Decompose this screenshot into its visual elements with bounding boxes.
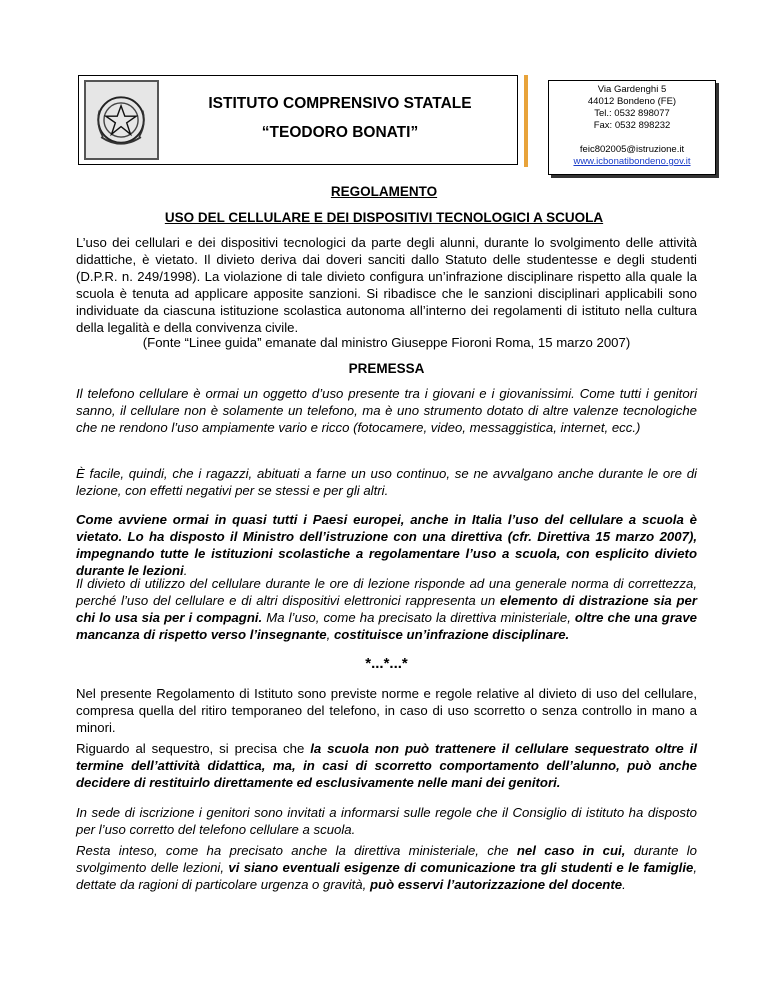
premessa-heading: PREMESSA xyxy=(348,361,425,376)
accent-divider xyxy=(524,75,528,167)
document-title: REGOLAMENTO xyxy=(330,184,438,199)
auth-text-f: può esservi l’autorizzazione del docente xyxy=(369,877,623,892)
contact-tel: Tel.: 0532 898077 xyxy=(594,108,670,119)
paragraph-seizure xyxy=(76,740,697,791)
auth-text-d: vi siano eventuali esigenze di comunicazione tra gli studenti e le famiglie xyxy=(228,860,694,875)
republic-emblem-icon xyxy=(84,80,159,160)
european-ban-bold: Come avviene ormai in quasi tutti i Paesi europei, anche in Italia l’uso del cellulare a scuola è vietato. Lo ha disposto il Ministro dell’istruzione con una direttiva (cfr. Direttiva 15 marzo 2007), impegnando tutte le istituzioni scolastiche a regolamentare l’uso a scuola, con esplicito divieto durante le lezioni xyxy=(76,512,697,578)
paragraph-european-ban xyxy=(76,511,697,579)
distraction-text-e: , xyxy=(326,627,334,642)
european-ban-end: . xyxy=(183,563,188,578)
contact-city: 44012 Bondeno (FE) xyxy=(587,96,677,107)
auth-text-c: durante lo svolgimento delle lezioni, xyxy=(76,843,697,875)
auth-text-a: Resta inteso, come ha precisato anche la direttiva ministeriale, che xyxy=(76,843,517,858)
auth-text-g: . xyxy=(622,877,626,892)
institute-subtitle: “TEODORO BONATI” xyxy=(261,124,419,141)
distraction-text-a: Il divieto di utilizzo del cellulare durante le ore di lezione risponde ad una generale norma di correttezza, perché l’uso del cellulare e di altri dispositivi elettronici rappresenta un xyxy=(76,576,697,608)
paragraph-enrollment: In sede di iscrizione i genitori sono invitati a informarsi sulle regole che il Consiglio di istituto ha disposto per l’uso corretto del telefono cellulare a scuola. xyxy=(76,805,697,837)
seizure-text-a: Riguardo al sequestro, si precisa che xyxy=(76,741,311,756)
institute-name: ISTITUTO COMPRENSIVO STATALE xyxy=(208,95,472,112)
paragraph-regulation: Nel presente Regolamento di Istituto sono previste norme e regole relative al divieto di uso del cellulare, compresa quella del ritiro temporaneo del telefono, in caso di uso scorretto o senza controllo in mano a minori. xyxy=(76,686,697,735)
source-note: (Fonte “Linee guida” emanate dal ministro Giuseppe Fioroni Roma, 15 marzo 2007) xyxy=(142,335,631,350)
distraction-text-b: elemento di distrazione sia per chi lo usa sia per i compagni. xyxy=(76,593,697,625)
auth-text-b: nel caso in cui, xyxy=(516,843,626,858)
document-subtitle: USO DEL CELLULARE E DEI DISPOSITIVI TECNOLOGICI A SCUOLA xyxy=(164,210,604,225)
website-link[interactable]: www.icbonatibondeno.gov.it xyxy=(573,156,691,167)
paragraph-authorization xyxy=(76,842,697,893)
distraction-text-f: costituisce un’infrazione disciplinare. xyxy=(333,627,570,642)
paragraph-lesson-use: È facile, quindi, che i ragazzi, abituati a farne un uso continuo, se ne avvalgano anche durante le ore di lezione, con effetti negativi per se stessi e per gli altri. xyxy=(76,466,697,498)
seizure-text-b: la scuola non può trattenere il cellulare sequestrato oltre il termine dell’attività didattica, ma, in casi di scorretto comportamento dell’alunno, può anche decidere di restituirlo direttamente ed esclusivamente nelle mani dei genitori. xyxy=(76,741,697,790)
contact-box xyxy=(548,80,716,175)
intro-paragraph: L’uso dei cellulari e dei dispositivi tecnologici da parte degli alunni, durante lo svolgimento delle attività didattiche, è vietato. Il divieto deriva dai doveri sanciti dallo Statuto delle studentesse e degli studenti (D.P.R. n. 249/1998). La violazione di tale divieto configura un’infrazione disciplinare rispetto alla quale la scuola è tenuta ad applicare apposite sanzioni. Si ribadisce che le sanzioni disciplinari applicabili sono individuate da ciascuna istituzione scolastica autonoma all’interno dei regolamenti di istituto nella cultura della legalità e della convivenza civile. xyxy=(76,235,697,335)
paragraph-mobile-phone: Il telefono cellulare è ormai un oggetto d’uso presente tra i giovani e i giovanissimi. Come tutti i genitori sanno, il cellulare non è solamente un telefono, ma è uno strumento dotato di altre valenze tecnologiche che ne rendono l’uso ampiamente vario e ricco (fotocamere, video, messaggistica, internet, ecc.) xyxy=(76,386,697,435)
distraction-text-d: oltre che una grave mancanza di rispetto verso l’insegnante xyxy=(76,610,697,642)
contact-fax: Fax: 0532 898232 xyxy=(593,120,671,131)
paragraph-distraction xyxy=(76,575,697,643)
section-separator: *...*...* xyxy=(365,655,408,672)
contact-address: Via Gardenghi 5 xyxy=(597,84,667,95)
distraction-text-c: Ma l’uso, come ha precisato la direttiva ministeriale, xyxy=(262,610,575,625)
auth-text-e: , dettate da ragioni di particolare urgenza o gravità, xyxy=(76,860,697,892)
contact-email: feic802005@istruzione.it xyxy=(579,144,685,155)
